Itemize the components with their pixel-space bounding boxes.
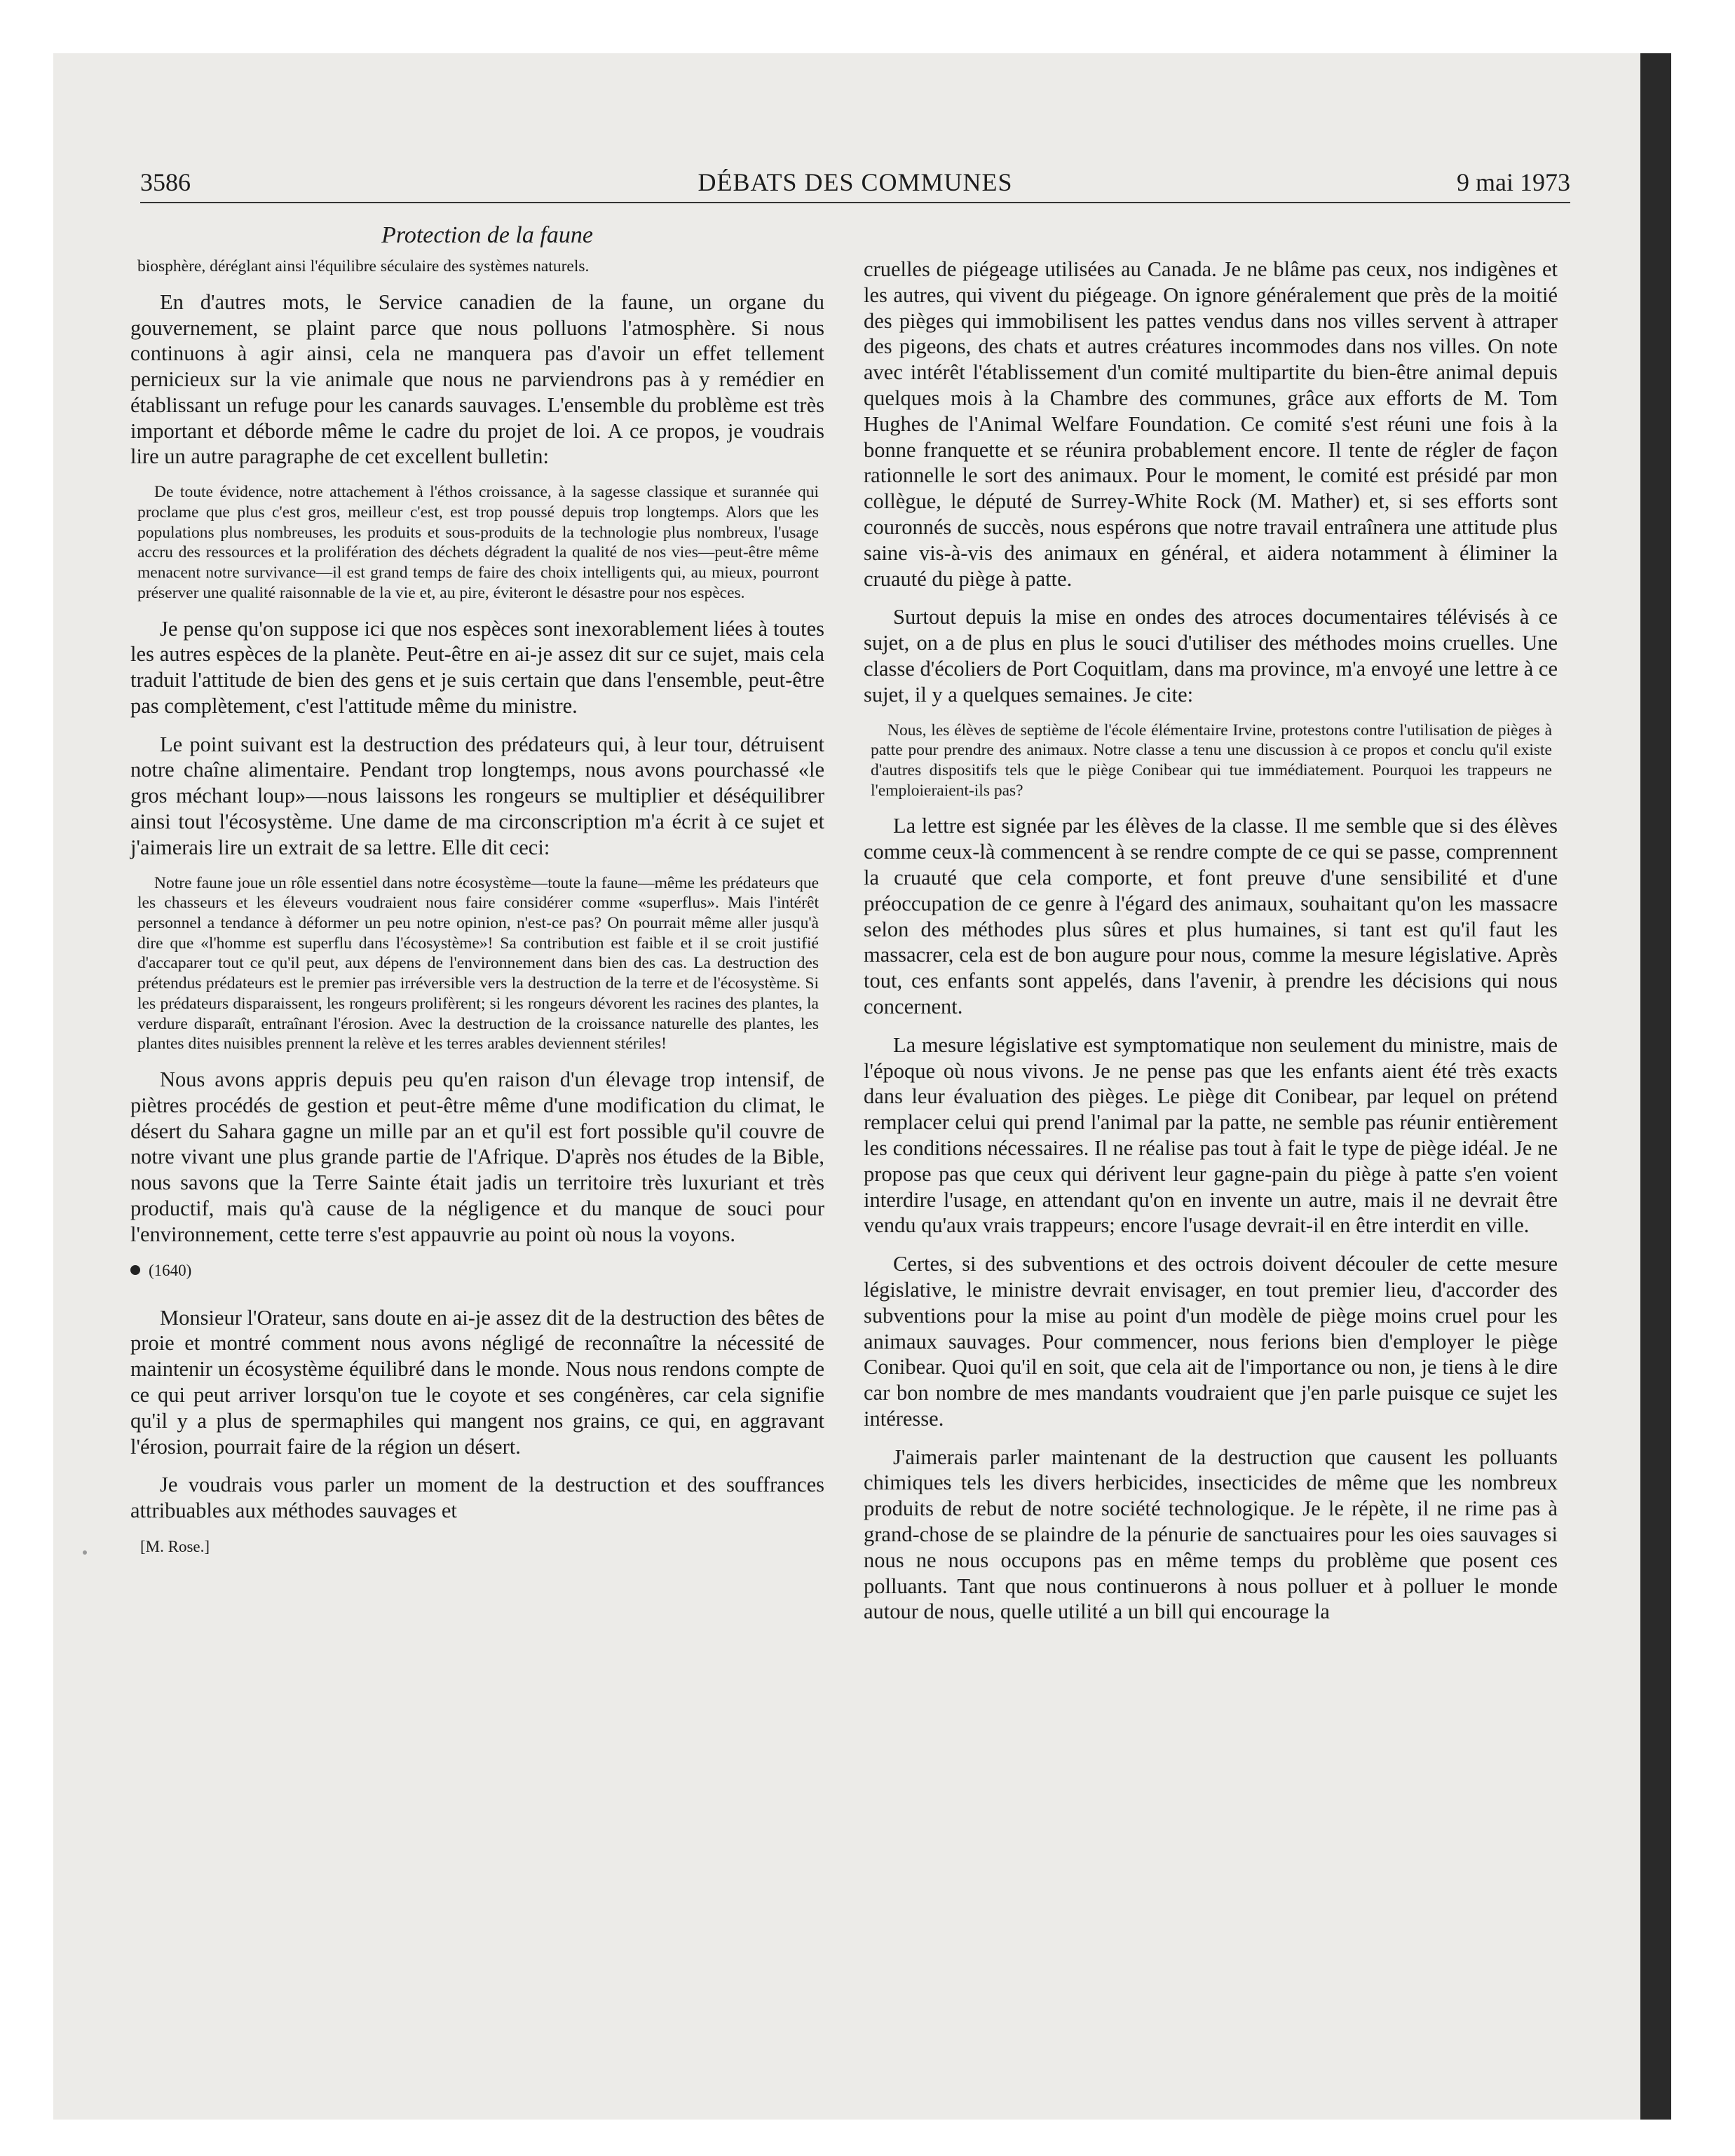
- scan-speck: [83, 1550, 87, 1555]
- publication-title: DÉBATS DES COMMUNES: [698, 168, 1013, 196]
- right-column: [864, 257, 1558, 1637]
- paragraph: J'aimerais parler maintenant de la destruction que causent les polluants chimiques tels les divers herbicides, insecticides de même que les nombreux produits de rebut de notre société technologique. Je le répète, il ne rime pas à grand-chose de se plaindre de la pénurie de sanctuaires pour les oies sauvages si nous ne nous occupons pas en même temps du problème que posent ces polluants. Tant que nous continuerons à nous polluer et à polluer le monde autour de nous, quelle utilité a un bill qui encourage la: [864, 1445, 1558, 1624]
- time-marker-label: (1640): [149, 1261, 192, 1279]
- block-quote: Notre faune joue un rôle essentiel dans notre écosystème—toute la faune—même les prédateurs que les chasseurs et les éleveurs voudraient nous faire considérer comme «superflus». Mais l'intérêt personnel a tendance à déformer un peu notre opinion, n'est-ce pas? On pourrait même aller jusqu'à dire que «l'homme est superflu dans l'écosystème»! Sa contribution est faible et il se croit justifié d'accaparer tout ce qu'il peut, aux dépens de l'environnement dans bien des cas. La destruction des prétendus prédateurs est le premier pas irréversible vers la destruction de la terre et de l'écosystème. Si les prédateurs disparaissent, les rongeurs prolifèrent; si les rongeurs dévorent les racines des plantes, la verdure disparaît, entraînant l'érosion. Avec la destruction de la croissance naturelle des plantes, les plantes dites nuisibles prennent la relève et les terres arables deviennent stériles!: [137, 873, 819, 1053]
- paragraph: cruelles de piégeage utilisées au Canada. Je ne blâme pas ceux, nos indigènes et les autres, qui vivent du piégeage. On ignore généralement que près de la moitié des pièges qui immobilisent les pattes vendus dans nos villes servent à attraper des pigeons, des chats et autres créatures incommodes dans nos villes. On note avec intérêt l'établissement d'un comité multipartite du bien-être animal depuis quelques mois à la Chambre des communes, grâce aux efforts de M. Tom Hughes de l'Animal Welfare Foundation. Ce comité s'est réuni une fois à la bonne franquette et se réunira probablement encore. Il tente de régler de façon rationnelle le sort des animaux. Pour le moment, le comité est présidé par mon collègue, le député de Surrey-White Rock (M. Mather) et, si ses efforts sont couronnés de succès, nous espérons que notre travail entraînera une attitude plus saine vis-à-vis des animaux en général, et aidera notamment à éliminer la cruauté du piège à patte.: [864, 257, 1558, 591]
- paragraph: Le point suivant est la destruction des prédateurs qui, à leur tour, détruisent notre chaîne alimentaire. Pendant trop longtemps, nous avons pourchassé «le gros méchant loup»—nous laissons les rongeurs se multiplier et déséquilibrer ainsi tout l'écosystème. Une dame de ma circonscription m'a écrit à ce sujet et j'aimerais lire un extrait de sa lettre. Elle dit ceci:: [130, 732, 824, 859]
- page-date: 9 mai 1973: [1457, 168, 1570, 196]
- time-marker: [130, 1260, 824, 1281]
- paragraph: Certes, si des subventions et des octrois doivent découler de cette mesure législative, le ministre devrait envisager, en tout premier lieu, d'accorder des subventions pour la mise au point d'un modèle de piège moins cruel pour les animaux sauvages. Pour commencer, nous ferions bien d'employer le piège Conibear. Quoi qu'il en soit, que cela ait de l'importance ou non, je tiens à le dire car bon nombre de mes mandants voudraient que j'en parle puisque ce sujet les intéresse.: [864, 1252, 1558, 1431]
- paragraph: La lettre est signée par les élèves de la classe. Il me semble que si des élèves comme ceux-là commencent à se rendre compte de ce qui se passe, comprennent la cruauté que cela comporte, et font preuve d'une sensibilité et d'une préoccupation de ce genre à l'égard des animaux, souhaitant qu'on les massacre selon des méthodes plus sûres et plus humaines, si tant est qu'il faut les massacrer, cela est de bon augure pour nous, comme la mesure législative. Après tout, ces enfants sont appelés, dans l'avenir, à prendre les décisions qui nous concernent.: [864, 814, 1558, 1018]
- paragraph: Surtout depuis la mise en ondes des atroces documentaires télévisés à ce sujet, on a de plus en plus le souci d'utiliser des méthodes moins cruelles. Une classe d'écoliers de Port Coquitlam, dans ma province, m'a envoyé une lettre à ce sujet, il y a quelques semaines. Je cite:: [864, 605, 1558, 707]
- paragraph: Je pense qu'on suppose ici que nos espèces sont inexorablement liées à toutes les autres espèces de la planète. Peut-être en ai-je assez dit sur ce sujet, mais cela traduit l'attitude de bien des gens et je suis certain que dans l'ensemble, peut-être pas complètement, c'est l'attitude même du ministre.: [130, 616, 824, 718]
- paragraph: En d'autres mots, le Service canadien de la faune, un organe du gouvernement, se plaint parce que nous polluons l'atmosphère. Si nous continuons à agir ainsi, cela ne manquera pas d'avoir un effet tellement pernicieux sur la vie animale que nous ne parviendrons pas à y remédier en établissant un refuge pour les canards sauvages. L'ensemble du problème est très important et déborde même le cadre du projet de loi. A ce propos, je voudrais lire un autre paragraphe de cet excellent bulletin:: [130, 289, 824, 469]
- speaker-tag: [M. Rose.]: [140, 1537, 210, 1555]
- bullet-icon: [130, 1265, 140, 1275]
- paragraph: biosphère, déréglant ainsi l'équilibre séculaire des systèmes naturels.: [137, 257, 590, 275]
- page-number: 3586: [140, 168, 191, 196]
- page-header: [140, 163, 1570, 203]
- left-column: [130, 257, 824, 1557]
- block-quote: Nous, les élèves de septième de l'école élémentaire Irvine, protestons contre l'utilisation de pièges à patte pour prendre des animaux. Notre classe a tenu une discussion à ce propos et conclu qu'il existe d'autres dispositifs tels que le piège Conibear qui tue immédiatement. Pourquoi les trappeurs ne l'emploieraient-ils pas?: [871, 721, 1552, 800]
- block-quote: De toute évidence, notre attachement à l'éthos croissance, à la sagesse classique et surannée qui proclame que plus c'est gros, meilleur c'est, est trop poussé depuis trop longtemps. Alors que les populations plus nombreuses, les produits et sous-produits de la technologie plus nombreux, l'usage accru des ressources et la prolifération des déchets dégradent la qualité de nos vies—peut-être même menacent notre survivance—il est grand temps de faire des choix intelligents qui, au mieux, pourront préserver une qualité raisonnable de la vie et, au pire, éviteront le désastre pour nos espèces.: [137, 483, 819, 602]
- paragraph: La mesure législative est symptomatique non seulement du ministre, mais de l'époque où nous vivons. Je ne pense pas que les enfants aient été très exacts dans leur évaluation des pièges. Le piège dit Conibear, par lequel on prétend remplacer celui qui prend l'animal par la patte, ne semble pas réunir entièrement les conditions nécessaires. Il ne réalise pas tout à fait le type de piège idéal. Je ne propose pas que ceux qui dérivent leur gagne-pain du piège à patte s'en voient interdire l'usage, en attendant qu'on en invente un autre, mais il ne devrait être vendu qu'aux vrais trappeurs; encore l'usage devrait-il en être interdit en ville.: [864, 1032, 1558, 1238]
- scan-edge-bar: [1640, 53, 1671, 2120]
- paragraph: Je voudrais vous parler un moment de la destruction et des souffrances attribuables aux méthodes sauvages et: [130, 1473, 824, 1523]
- paragraph: Monsieur l'Orateur, sans doute en ai-je assez dit de la destruction des bêtes de proie et montré comment nous avons négligé de reconnaître la nécessité de maintenir un écosystème équilibré dans le monde. Nous nous rendons compte de ce qui peut arriver lorsqu'on tue le coyote et ses congénères, car cela signifie qu'il y a plus de spermaphiles qui mangent nos grains, ce qui, en aggravant l'érosion, pourrait faire de la région un désert.: [130, 1305, 824, 1459]
- paragraph: Nous avons appris depuis peu qu'en raison d'un élevage trop intensif, de piètres procédés de gestion et peut-être même d'une modification du climat, le désert du Sahara gagne un mille par an et qu'il est fort possible qu'il couvre de notre vivant une plus grande partie de l'Afrique. D'après nos études de la Bible, nous savons que la Terre Sainte était jadis un territoire très luxuriant et très productif, mais qu'à cause de la négligence et du manque de souci pour l'environnement, cette terre s'est appauvrie au point où nous la voyons.: [130, 1067, 824, 1246]
- section-title: Protection de la faune: [381, 222, 593, 248]
